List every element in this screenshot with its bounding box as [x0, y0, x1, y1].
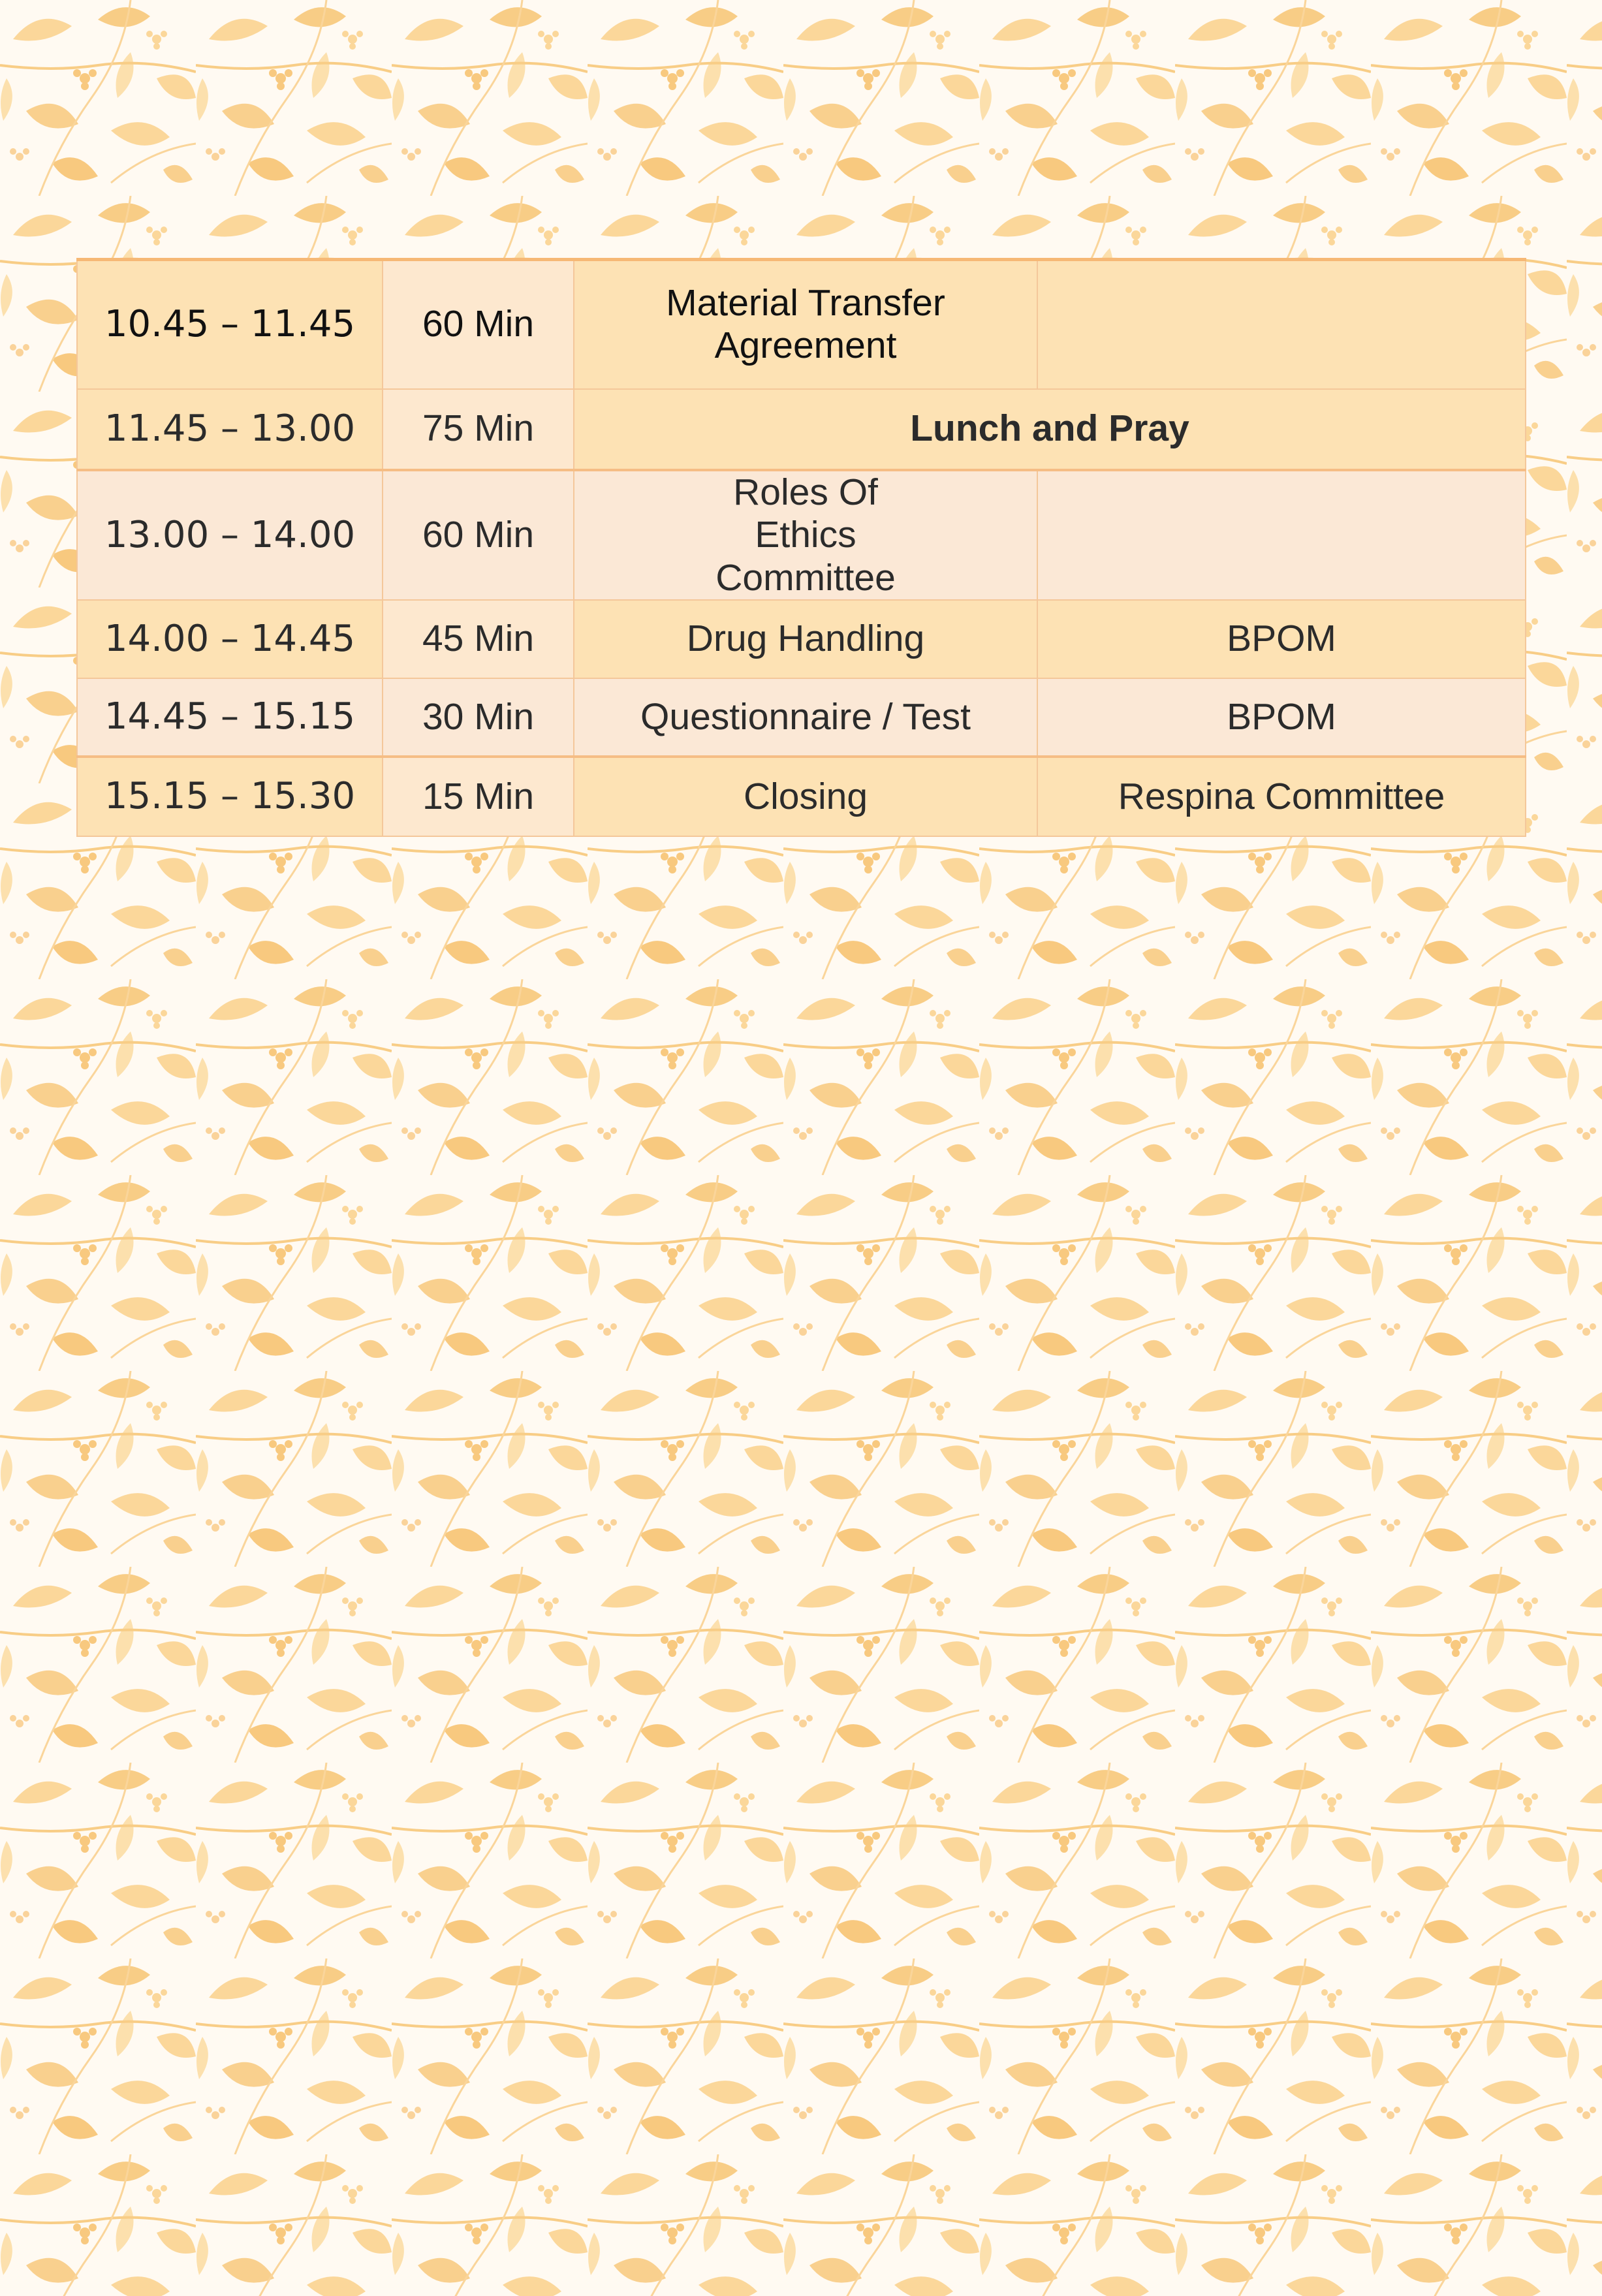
schedule-row [77, 600, 1526, 678]
duration-cell: 60 Min [383, 470, 574, 601]
schedule-table [76, 258, 1526, 837]
duration-cell: 45 Min [383, 600, 574, 678]
session-cell: Drug Handling [574, 600, 1037, 678]
speaker-cell [1037, 260, 1526, 389]
schedule-row [77, 470, 1526, 601]
schedule-row [77, 389, 1526, 470]
break-cell: Lunch and Pray [574, 389, 1526, 470]
schedule-row [77, 757, 1526, 836]
session-cell: Roles Of Ethics Committee [574, 470, 1037, 601]
time-cell: 13.00 – 14.00 [77, 470, 383, 601]
speaker-cell: BPOM [1037, 600, 1526, 678]
speaker-cell: Respina Committee [1037, 757, 1526, 836]
schedule-row [77, 678, 1526, 757]
time-cell: 10.45 – 11.45 [77, 260, 383, 389]
speaker-cell [1037, 470, 1526, 601]
schedule-row [77, 260, 1526, 389]
time-cell: 15.15 – 15.30 [77, 757, 383, 836]
duration-cell: 30 Min [383, 678, 574, 757]
time-cell: 11.45 – 13.00 [77, 389, 383, 470]
speaker-cell: BPOM [1037, 678, 1526, 757]
time-cell: 14.00 – 14.45 [77, 600, 383, 678]
time-cell: 14.45 – 15.15 [77, 678, 383, 757]
duration-cell: 75 Min [383, 389, 574, 470]
session-cell: Closing [574, 757, 1037, 836]
duration-cell: 60 Min [383, 260, 574, 389]
duration-cell: 15 Min [383, 757, 574, 836]
session-cell: Questionnaire / Test [574, 678, 1037, 757]
session-cell: Material Transfer Agreement [574, 260, 1037, 389]
